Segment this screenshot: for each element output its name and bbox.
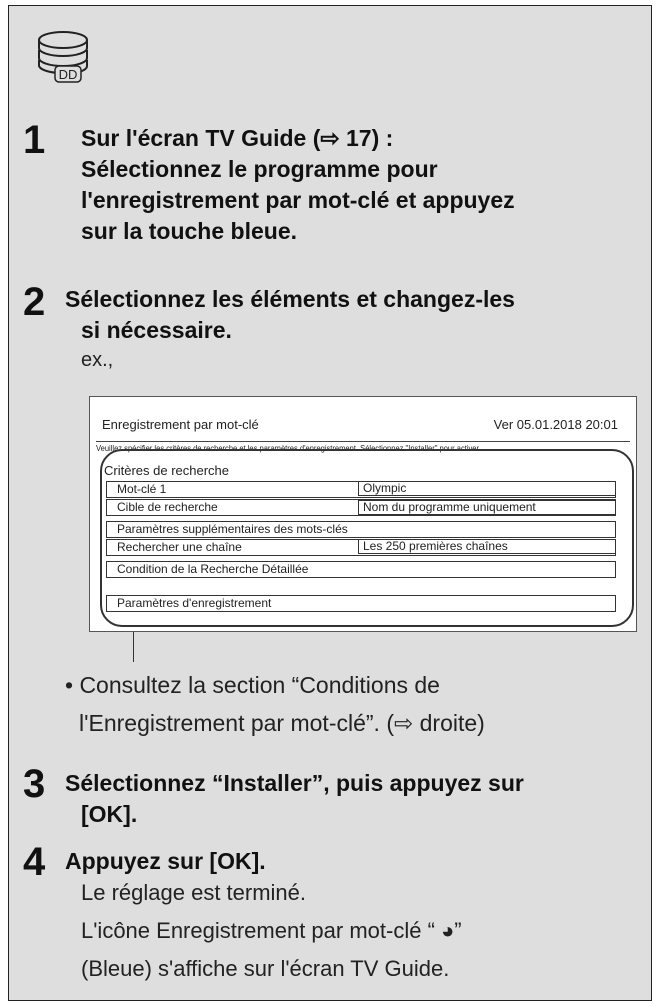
step-1-text: Sur l'écran TV Guide (⇨ 17) : Sélectionnez le programme pour l'enregistrement par mot-clé et appuyez sur la touche bleue. <box>81 125 515 244</box>
row-detailed-condition: Condition de la Recherche Détaillée <box>106 561 616 578</box>
note-text: • Consultez la section “Conditions de l'Enregistrement par mot-clé”. (⇨ droite) <box>65 672 485 736</box>
step-2-number: 2 <box>23 280 46 324</box>
svg-text:DD: DD <box>58 67 78 82</box>
step-3-text: Sélectionnez “Installer”, puis appuyez sur [OK]. <box>65 770 524 827</box>
value-keyword: Olympic <box>358 481 616 496</box>
step-4-number: 4 <box>23 840 46 884</box>
step-4-result: Le réglage est terminé. L'icône Enregistrement par mot-clé “ ◕” (Bleue) s'affiche sur l'écran TV Guide. <box>81 880 462 981</box>
step-1-number: 1 <box>23 118 46 162</box>
criteria-highlight <box>100 449 634 627</box>
screen-title: Enregistrement par mot-clé <box>102 417 259 432</box>
value-search-target: Nom du programme uniquement <box>358 500 616 515</box>
screen-divider <box>96 441 630 442</box>
screen-instructions: Veuillez spécifier les critères de recherche et les paramètres d'enregistrement. Sélectionnez "Installer" pour activer. <box>96 443 481 453</box>
example-label: ex., <box>81 349 114 371</box>
row-keyword: Mot-clé 1 <box>106 481 616 498</box>
criteria-label: Critères de recherche <box>104 463 229 478</box>
row-recording-params: Paramètres d'enregistrement <box>106 595 616 612</box>
row-channel-search: Rechercher une chaîne <box>106 539 616 556</box>
screen-version: Ver 05.01.2018 20:01 <box>493 417 618 432</box>
row-search-target: Cible de recherche <box>106 499 616 516</box>
row-additional-params: Paramètres supplémentaires des mots-clés <box>106 521 616 538</box>
tv-screen-example <box>89 396 637 632</box>
step-2-text: Sélectionnez les éléments et changez-les si nécessaire. <box>65 286 515 343</box>
step-4-text: Appuyez sur [OK]. <box>65 848 266 874</box>
instruction-panel <box>8 5 652 1001</box>
dd-disk-icon <box>33 26 97 90</box>
callout-line <box>133 632 134 662</box>
step-3-number: 3 <box>23 762 46 806</box>
value-channel-search: Les 250 premières chaînes <box>358 539 616 554</box>
